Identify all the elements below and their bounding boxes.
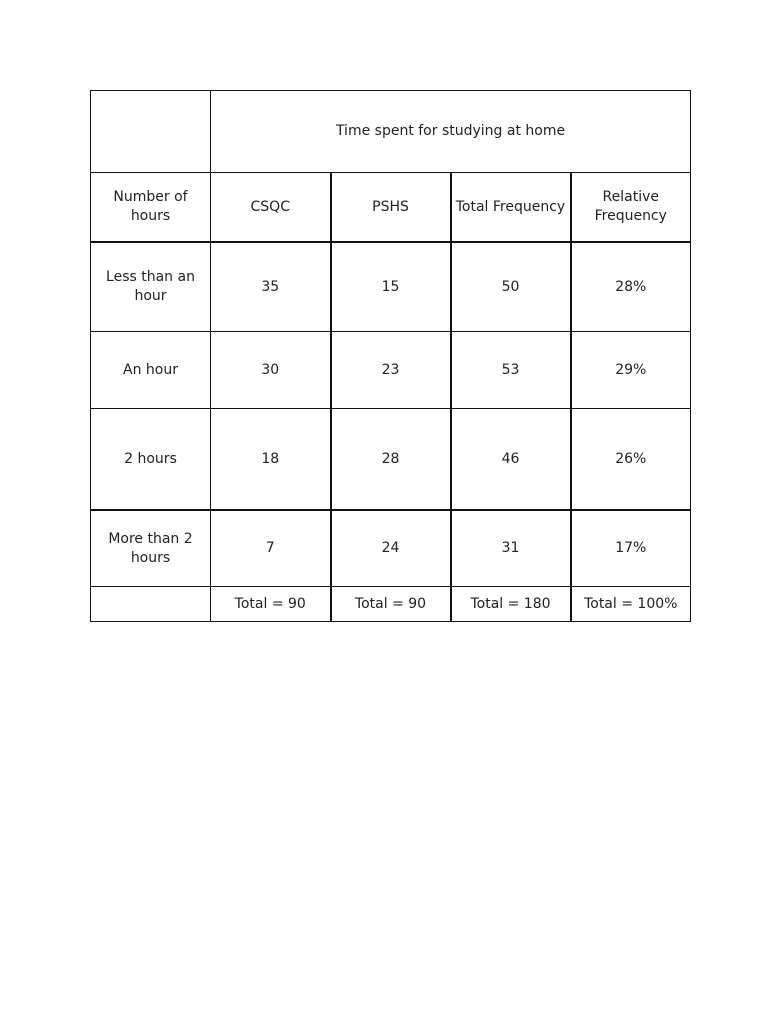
- pshs-total: Total = 90: [331, 587, 451, 622]
- blank-corner-cell: [91, 91, 211, 173]
- row-label: Less than an hour: [91, 242, 211, 332]
- relative-frequency-cell: 17%: [571, 510, 691, 587]
- header-pshs: PSHS: [331, 173, 451, 243]
- total-frequency-cell: 50: [451, 242, 571, 332]
- column-header-row: [91, 173, 691, 243]
- relative-frequency-cell: 29%: [571, 332, 691, 409]
- frequency-table: [90, 90, 691, 622]
- header-total-frequency: Total Frequency: [451, 173, 571, 243]
- table-title: Time spent for studying at home: [211, 91, 691, 173]
- row-label: More than 2 hours: [91, 510, 211, 587]
- total-frequency-total: Total = 180: [451, 587, 571, 622]
- pshs-cell: 23: [331, 332, 451, 409]
- csqc-cell: 30: [211, 332, 331, 409]
- relative-frequency-cell: 28%: [571, 242, 691, 332]
- totals-row: [91, 587, 691, 622]
- total-frequency-cell: 46: [451, 409, 571, 511]
- header-relative-frequency: Relative Frequency: [571, 173, 691, 243]
- total-frequency-cell: 31: [451, 510, 571, 587]
- csqc-cell: 35: [211, 242, 331, 332]
- total-frequency-cell: 53: [451, 332, 571, 409]
- table-title-row: [91, 91, 691, 173]
- relative-frequency-cell: 26%: [571, 409, 691, 511]
- table-row: [91, 332, 691, 409]
- pshs-cell: 28: [331, 409, 451, 511]
- header-number-of-hours: Number of hours: [91, 173, 211, 243]
- csqc-cell: 18: [211, 409, 331, 511]
- pshs-cell: 24: [331, 510, 451, 587]
- row-label: An hour: [91, 332, 211, 409]
- totals-blank-cell: [91, 587, 211, 622]
- relative-frequency-total: Total = 100%: [571, 587, 691, 622]
- table-row: [91, 242, 691, 332]
- table-row: [91, 409, 691, 511]
- row-label: 2 hours: [91, 409, 211, 511]
- header-csqc: CSQC: [211, 173, 331, 243]
- table-row: [91, 510, 691, 587]
- pshs-cell: 15: [331, 242, 451, 332]
- csqc-total: Total = 90: [211, 587, 331, 622]
- csqc-cell: 7: [211, 510, 331, 587]
